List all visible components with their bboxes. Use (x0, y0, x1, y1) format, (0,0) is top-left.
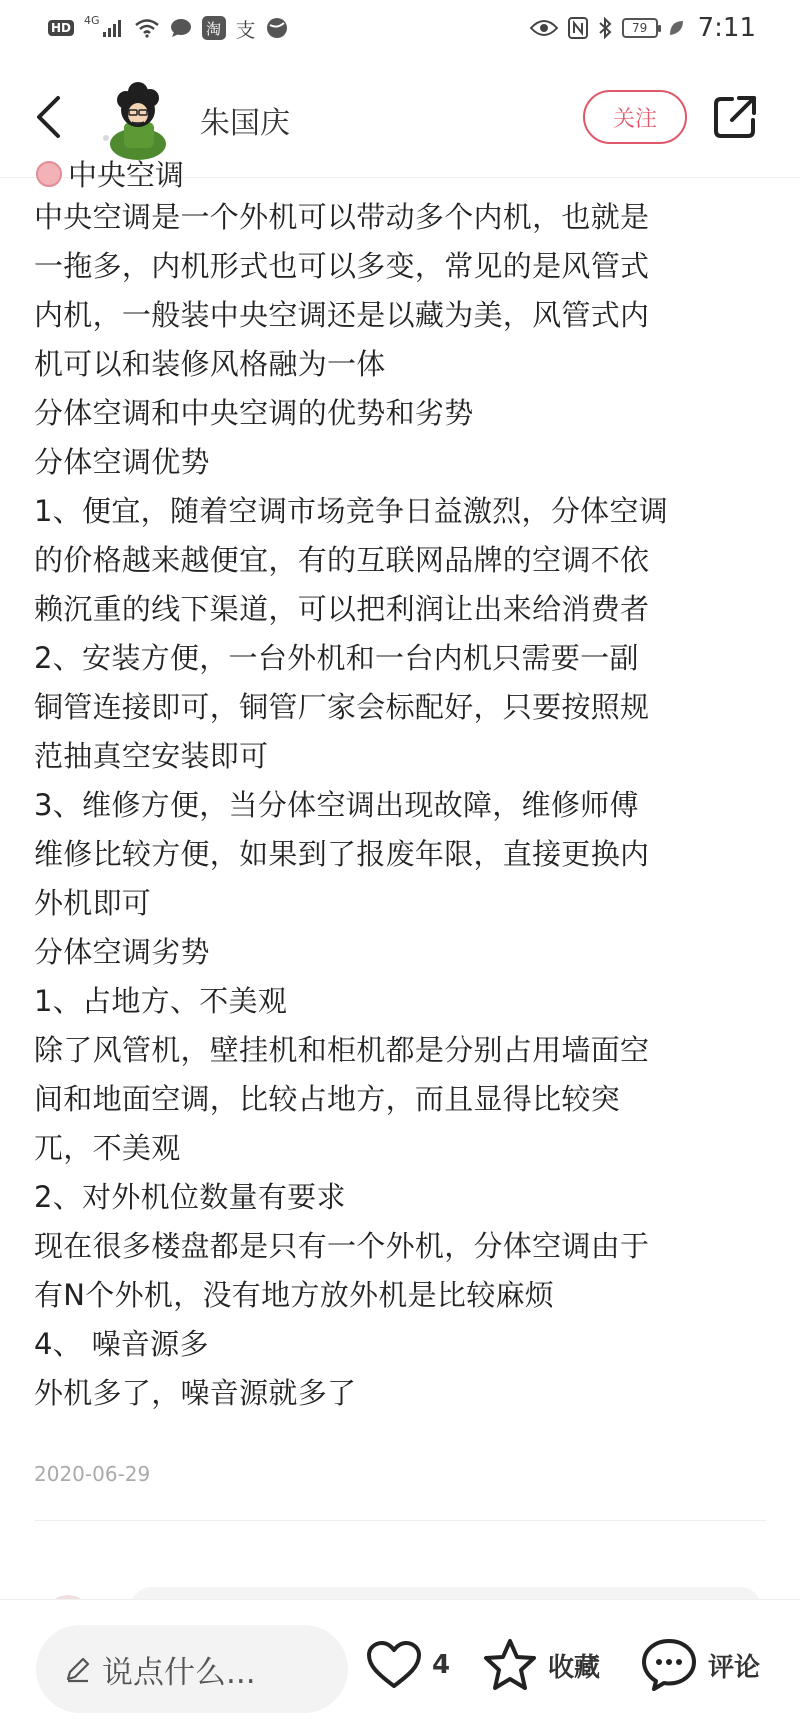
article-line: 维修比较方便，如果到了报废年限，直接更换内 (34, 837, 650, 871)
author-avatar[interactable] (96, 78, 174, 160)
article-line: 1、占地方、不美观 (34, 984, 288, 1018)
article-line: 现在很多楼盘都是只有一个外机，分体空调由于 (34, 1229, 650, 1263)
post-date: 2020-06-29 (34, 1462, 151, 1486)
star-icon (482, 1638, 538, 1692)
network-type: 4G (84, 13, 100, 27)
article-content (0, 158, 800, 1599)
article-body (34, 193, 774, 1418)
bottom-action-bar (0, 1599, 800, 1733)
signal-icon (102, 18, 124, 38)
taobao-icon: 淘 (202, 16, 226, 40)
share-icon (712, 94, 758, 140)
section-heading-text: 中央空调 (68, 158, 185, 192)
article-line: 外机多了，噪音源就多了 (34, 1376, 357, 1410)
back-button[interactable] (28, 92, 68, 142)
status-bar (0, 0, 800, 56)
article-line: 2、对外机位数量有要求 (34, 1180, 346, 1214)
collect-button[interactable] (482, 1630, 600, 1700)
alipay-icon: 支 (235, 17, 256, 42)
section-heading-partial (36, 153, 184, 194)
leaf-icon (668, 19, 684, 37)
article-line: 内机，一般装中央空调还是以藏为美，风管式内 (34, 298, 650, 332)
status-right (530, 13, 756, 43)
article-line: 的价格越来越便宜，有的互联网品牌的空调不依 (34, 543, 650, 577)
like-count: 4 (432, 1650, 451, 1680)
chat-bubble-icon (640, 1637, 698, 1693)
heart-icon (366, 1640, 422, 1690)
hd-badge: HD (48, 20, 74, 36)
nfc-icon (568, 17, 588, 39)
article-line: 赖沉重的线下渠道，可以把利润让出来给消费者 (34, 592, 650, 626)
collect-label: 收藏 (548, 1652, 601, 1683)
article-line: 间和地面空调，比较占地方，而且显得比较突 (34, 1082, 621, 1116)
app-globe-icon (266, 17, 288, 39)
status-left (48, 14, 288, 43)
article-line: 有N个外机，没有地方放外机是比较麻烦 (34, 1278, 555, 1312)
article-line: 一拖多，内机形式也可以多变，常见的是风管式 (34, 249, 650, 283)
article-line: 范抽真空安装即可 (34, 739, 269, 773)
article-line: 中央空调是一个外机可以带动多个内机，也就是 (34, 200, 650, 234)
article-line: 分体空调劣势 (34, 935, 210, 969)
content-divider (34, 1520, 766, 1521)
chevron-left-icon (34, 95, 62, 139)
article-line: 除了风管机，壁挂机和柜机都是分别占用墙面空 (34, 1033, 650, 1067)
pencil-icon (64, 1655, 92, 1683)
eye-icon (530, 19, 558, 37)
like-button[interactable] (366, 1630, 450, 1700)
message-icon (170, 18, 192, 38)
comment-input-placeholder: 说点什么... (102, 1654, 256, 1691)
article-line: 1、便宜，随着空调市场竞争日益激烈，分体空调 (34, 494, 669, 528)
article-line: 铜管连接即可，铜管厂家会标配好，只要按照规 (34, 690, 650, 724)
follow-button[interactable]: 关注 (583, 90, 687, 144)
article-line: 分体空调和中央空调的优势和劣势 (34, 396, 474, 430)
author-name[interactable]: 朱国庆 (200, 106, 290, 141)
share-button[interactable] (712, 94, 758, 140)
pig-emoji-icon (36, 161, 62, 187)
bluetooth-icon (598, 17, 612, 39)
comment-button[interactable] (640, 1630, 760, 1700)
comment-label: 评论 (708, 1652, 761, 1683)
article-line: 4、 噪音源多 (34, 1327, 209, 1361)
wifi-icon (134, 18, 160, 38)
article-line: 兀，不美观 (34, 1131, 181, 1165)
comment-input[interactable] (36, 1625, 348, 1713)
article-line: 机可以和装修风格融为一体 (34, 347, 386, 381)
article-line: 外机即可 (34, 886, 152, 920)
battery-indicator: 79 (622, 18, 658, 38)
article-line: 2、安装方便，一台外机和一台内机只需要一副 (34, 641, 639, 675)
article-line: 分体空调优势 (34, 445, 210, 479)
clock: 7:11 (697, 13, 756, 43)
article-line: 3、维修方便，当分体空调出现故障，维修师傅 (34, 788, 639, 822)
